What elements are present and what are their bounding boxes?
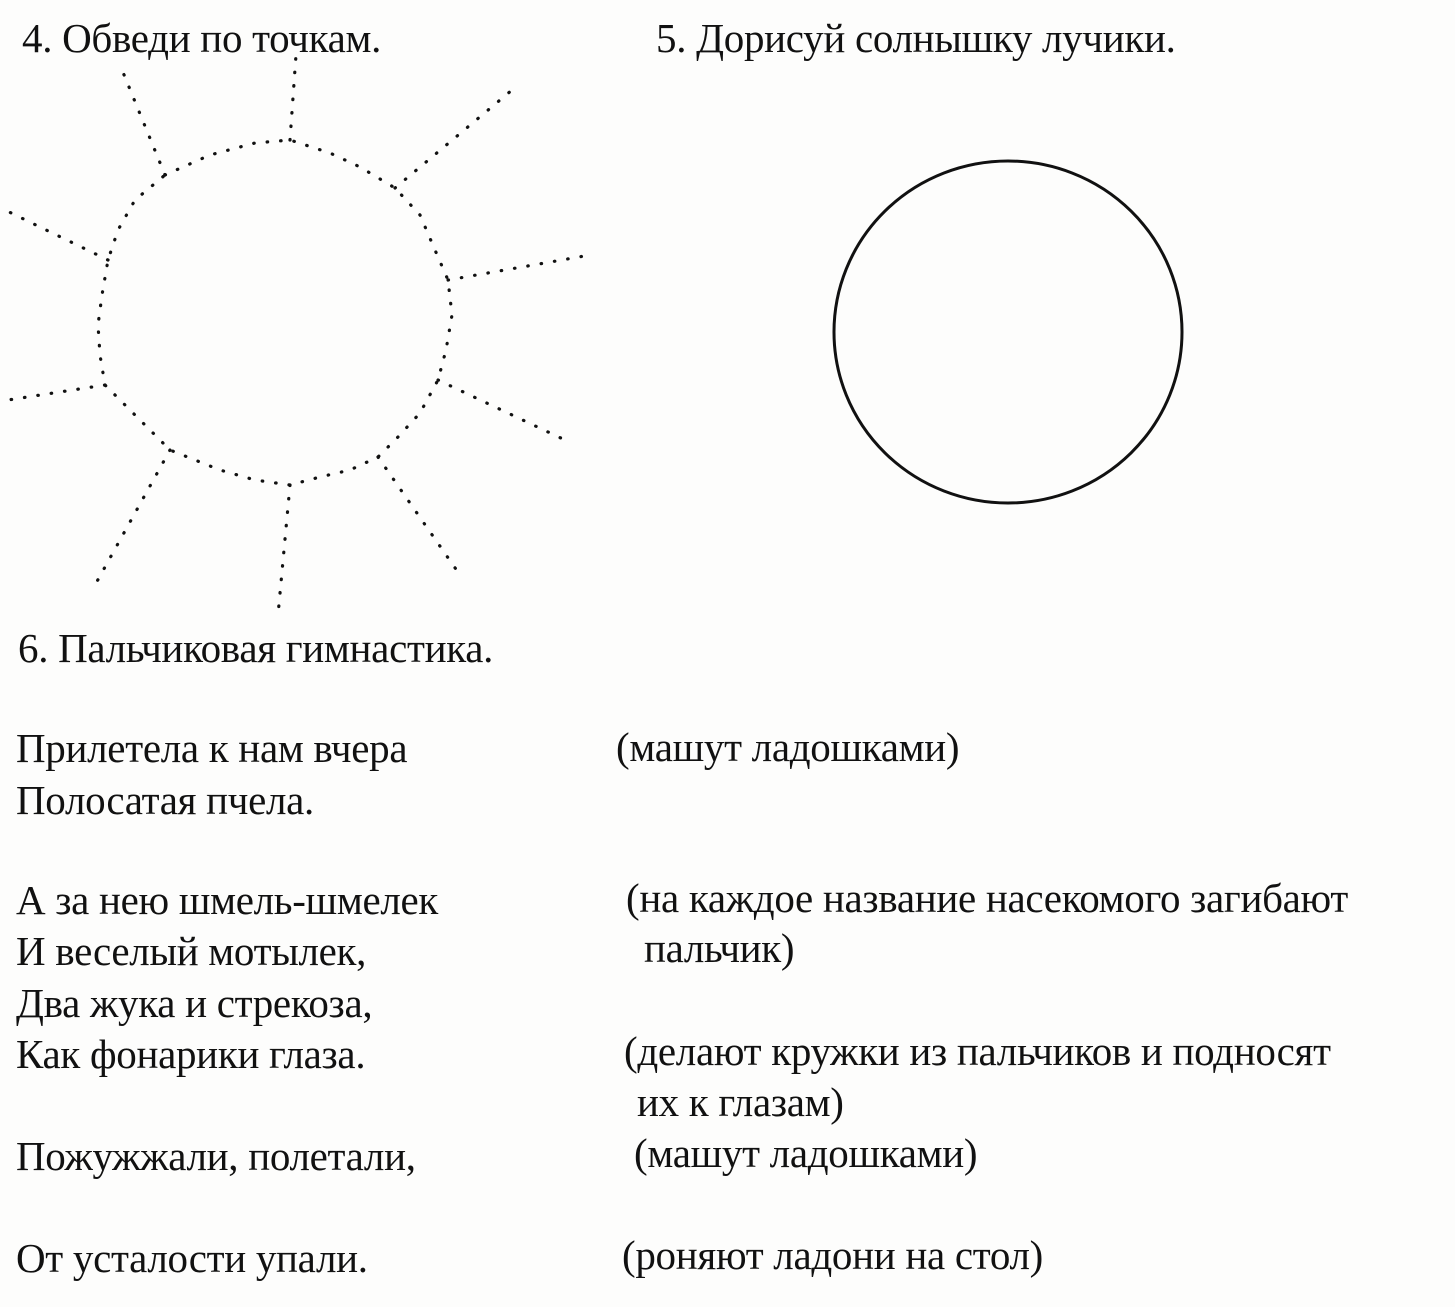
action-note: (роняют ладони на стол) [622, 1232, 1043, 1278]
sun-ray [8, 385, 105, 400]
sun-ray [438, 380, 565, 440]
action-note: их к глазам) [637, 1079, 844, 1125]
sun-ray [378, 457, 460, 575]
dotted-sun-icon [0, 55, 600, 625]
sun-circle-icon [820, 150, 1200, 520]
sun-body-outline [98, 140, 452, 485]
poem-line: От усталости упали. [16, 1235, 368, 1281]
sun-ray [278, 485, 290, 615]
task-4-title: 4. Обведи по точкам. [22, 15, 382, 61]
poem-line: Как фонарики глаза. [16, 1031, 366, 1077]
task-5-title: 5. Дорисуй солнышку лучики. [656, 15, 1176, 61]
poem-line: Два жука и стрекоза, [16, 980, 373, 1026]
action-note: пальчик) [644, 925, 795, 971]
sun-ray [448, 255, 590, 280]
sun-ray [95, 450, 170, 585]
poem-line: И веселый мотылек, [16, 928, 367, 974]
poem-line: Полосатая пчела. [16, 777, 314, 823]
task-6-title: 6. Пальчиковая гимнастика. [18, 625, 494, 671]
sun-ray [395, 90, 512, 188]
poem-line: Пожужжали, полетали, [16, 1133, 416, 1179]
poem-line: Прилетела к нам вчера [16, 725, 408, 771]
sun-ray [120, 65, 165, 175]
sun-ray [290, 55, 296, 140]
action-note: (машут ладошками) [616, 724, 960, 770]
sun-ray [5, 210, 108, 260]
action-note: (машут ладошками) [634, 1130, 978, 1176]
action-note: (на каждое название насекомого загибают [626, 875, 1348, 921]
action-note: (делают кружки из пальчиков и подносят [624, 1028, 1331, 1074]
poem-line: А за нею шмель-шмелек [16, 877, 439, 923]
